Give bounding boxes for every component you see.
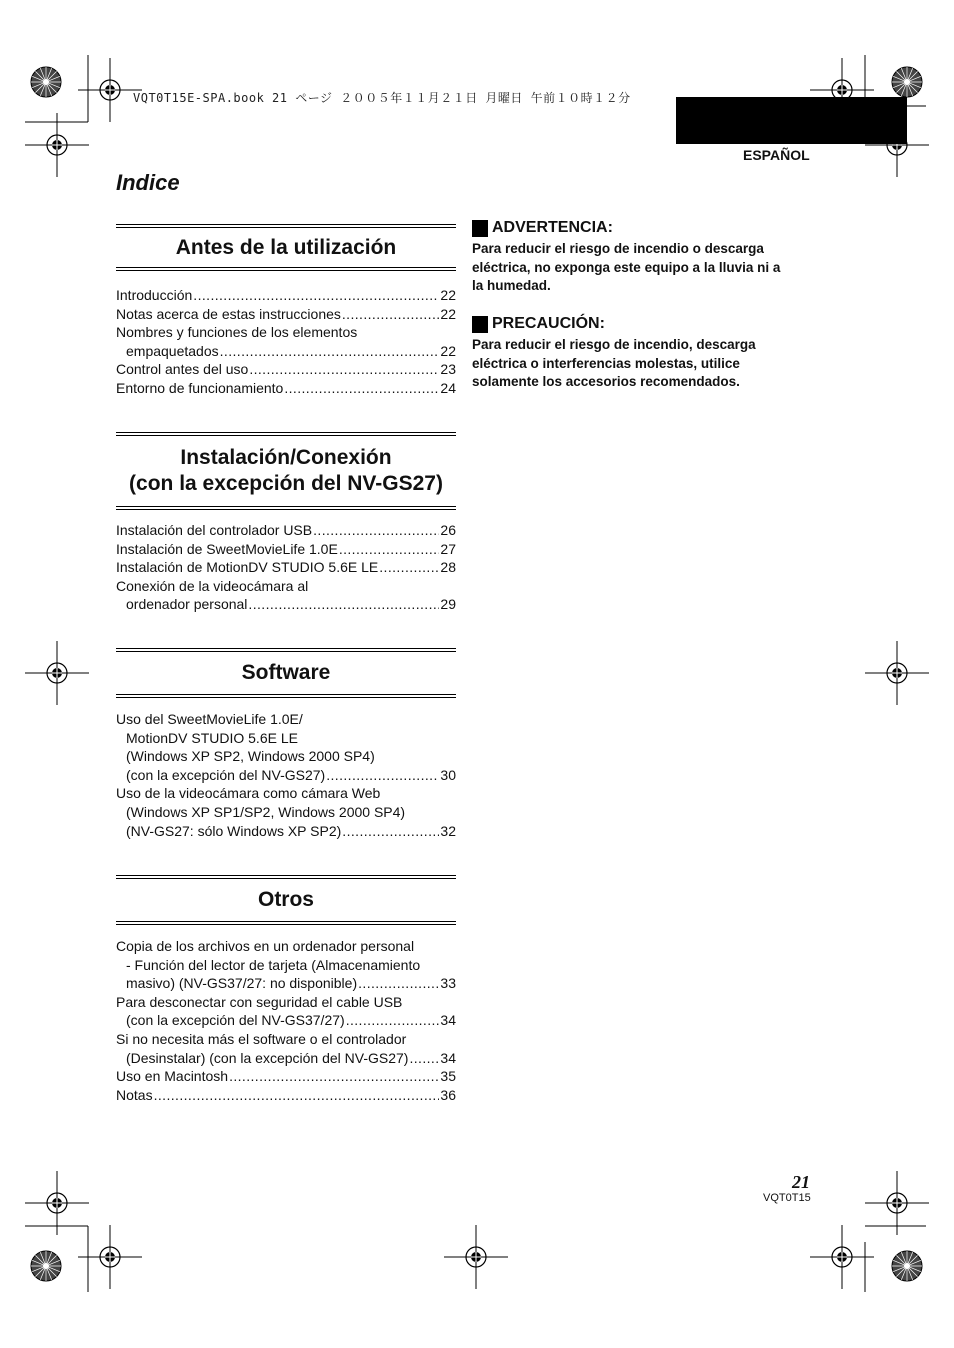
black-square-icon [472, 220, 488, 237]
toc-entry-line[interactable]: Nombres y funciones de los elementos [116, 324, 358, 341]
toc-list-software [116, 710, 456, 840]
section-title-instalacion [116, 432, 456, 510]
toc-list-otros [116, 937, 456, 1104]
page-number: 21 [792, 1172, 810, 1192]
toc-entry-line[interactable]: Copia de los archivos en un ordenador personal [116, 938, 415, 954]
toc-entry-line[interactable]: Conexión de la videocámara al [116, 577, 309, 594]
warning-precaucion [472, 315, 817, 392]
section-title-text: Instalación/Conexión [180, 446, 392, 469]
toc-entry-line[interactable]: (Windows XP SP2, Windows 2000 SP4) [126, 748, 375, 765]
toc-entry[interactable]: (con la excepción del NV-GS27) ..... 30 [116, 766, 456, 785]
warning-text-line: eléctrica o interferencias molestas, utilice [472, 355, 740, 371]
toc-entry-line[interactable]: (Windows XP SP1/SP2, Windows 2000 SP4) [126, 803, 406, 820]
warning-advertencia [472, 219, 817, 296]
section-title-text: Otros [257, 888, 314, 911]
warning-text-line: Para reducir el riesgo de incendio o descarga [472, 241, 764, 256]
page-title: Indice [116, 170, 180, 195]
toc-list-antes [116, 286, 456, 398]
toc-entry[interactable]: Instalación del controlador USB ..... 26 [116, 521, 456, 540]
warning-text-line: solamente los accesorios recomendados. [472, 374, 740, 389]
toc-entry[interactable]: (NV-GS27: sólo Windows XP SP2) ..... 32 [116, 822, 456, 841]
toc-entry-line[interactable]: Para desconectar con seguridad el cable USB [116, 993, 403, 1010]
warning-title: ADVERTENCIA: [492, 219, 613, 236]
doc-code: VQT0T15 [763, 1192, 811, 1204]
warning-title: PRECAUCIÓN: [492, 315, 605, 332]
warning-text-line: la humedad. [472, 278, 551, 293]
toc-entry[interactable]: Notas ..... 36 [116, 1086, 456, 1105]
toc-entry[interactable]: (con la excepción del NV-GS37/27) ..... 34 [116, 1011, 456, 1030]
black-square-icon [472, 316, 488, 333]
section-title-text: (con la excepción del NV-GS27) [129, 472, 443, 495]
toc-entry[interactable]: Entorno de funcionamiento ..... 24 [116, 379, 456, 398]
toc-entry[interactable]: Uso en Macintosh ..... 35 [116, 1067, 456, 1086]
toc-entry[interactable]: Introducción ..... 22 [116, 286, 456, 305]
language-tab-bar [676, 97, 907, 144]
toc-entry-line[interactable]: - Función del lector de tarjeta (Almacenamiento [126, 956, 421, 973]
toc-entry[interactable]: ordenador personal ..... 29 [116, 595, 456, 614]
warning-text-line: eléctrica, no exponga este equipo a la lluvia ni a [472, 259, 781, 275]
section-title-antes [116, 224, 456, 271]
file-info-line: VQT0T15E-SPA.book 21 ページ ２００５年１１月２１日 月曜日 午前１０時１２分 [133, 91, 631, 105]
section-title-text: Antes de la utilización [175, 235, 397, 259]
language-label: ESPAÑOL [743, 147, 810, 163]
toc-list-instalacion [116, 521, 456, 614]
section-title-software [116, 648, 456, 698]
warning-text-line: Para reducir el riesgo de incendio, descarga [472, 337, 756, 352]
section-title-otros [116, 875, 456, 925]
section-title-text: Software [241, 661, 331, 684]
toc-entry[interactable]: (Desinstalar) (con la excepción del NV-GS27) ..... 34 [116, 1049, 456, 1068]
toc-entry[interactable]: Control antes del uso ..... 23 [116, 360, 456, 379]
toc-entry-line[interactable]: MotionDV STUDIO 5.6E LE [126, 729, 298, 746]
toc-entry-line[interactable]: Si no necesita más el software o el controlador [116, 1030, 407, 1047]
toc-entry[interactable]: empaquetados ..... 22 [116, 342, 456, 361]
toc-entry[interactable]: Instalación de SweetMovieLife 1.0E ..... 27 [116, 540, 456, 559]
toc-entry[interactable]: masivo) (NV-GS37/27: no disponible) ..... 33 [116, 974, 456, 993]
toc-entry[interactable]: Notas acerca de estas instrucciones ..... 22 [116, 305, 456, 324]
toc-entry-line[interactable]: Uso de la videocámara como cámara Web [116, 785, 381, 802]
toc-entry[interactable]: Instalación de MotionDV STUDIO 5.6E LE ..... 28 [116, 558, 456, 577]
toc-entry-line[interactable]: Uso del SweetMovieLife 1.0E/ [116, 711, 303, 727]
